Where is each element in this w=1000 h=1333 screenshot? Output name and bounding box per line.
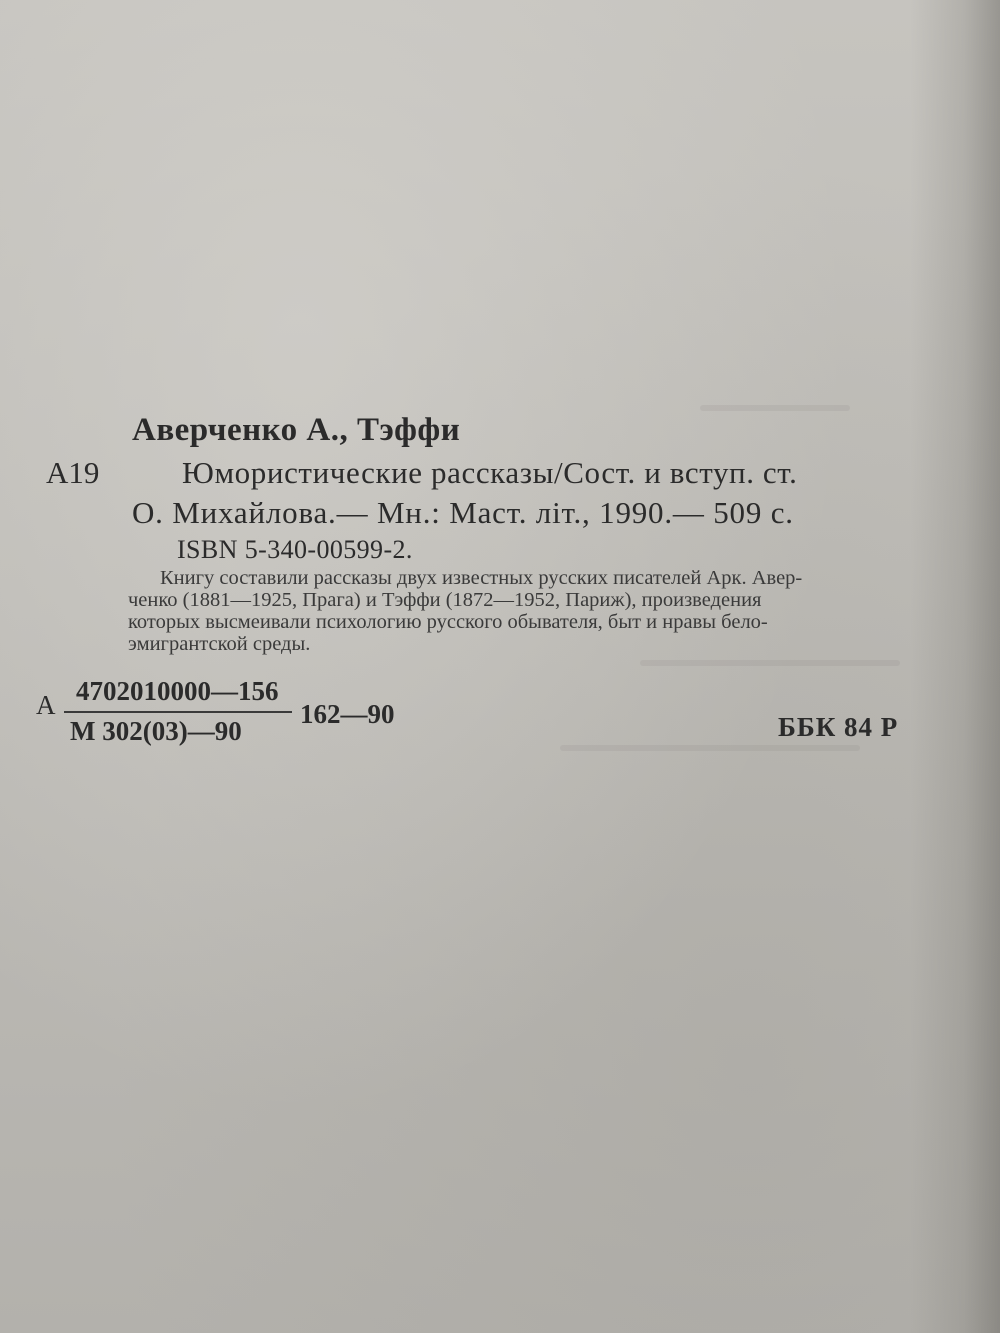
classification-letter: А bbox=[36, 690, 56, 720]
price-code: 162—90 bbox=[300, 699, 395, 729]
title-line: Юмористические рассказы/Сост. и вступ. ст. bbox=[182, 455, 798, 490]
abstract-line: ченко (1881—1925, Прага) и Тэффи (1872—1952, Париж), произведения bbox=[128, 589, 762, 611]
publication-line: О. Михайлова.— Мн.: Маст. літ., 1990.— 509 с. bbox=[132, 495, 794, 530]
index-code: А19 bbox=[46, 455, 100, 490]
bbk-code: ББК 84 Р bbox=[778, 712, 899, 742]
show-through-mark bbox=[560, 745, 860, 751]
classification-denominator: М 302(03)—90 bbox=[70, 716, 242, 746]
isbn: ISBN 5-340-00599-2. bbox=[177, 535, 413, 564]
fraction-bar bbox=[64, 711, 292, 713]
abstract-line: эмигрантской среды. bbox=[128, 633, 311, 655]
abstract bbox=[128, 567, 930, 655]
abstract-line: которых высмеивали психологию русского обывателя, быт и нравы бело- bbox=[128, 611, 768, 633]
classification-numerator: 4702010000—156 bbox=[76, 676, 279, 706]
show-through-mark bbox=[640, 660, 900, 666]
abstract-line: Книгу составили рассказы двух известных русских писателей Арк. Авер- bbox=[160, 567, 803, 589]
show-through-mark bbox=[700, 405, 850, 411]
authors-heading: Аверченко А., Тэффи bbox=[132, 412, 461, 448]
